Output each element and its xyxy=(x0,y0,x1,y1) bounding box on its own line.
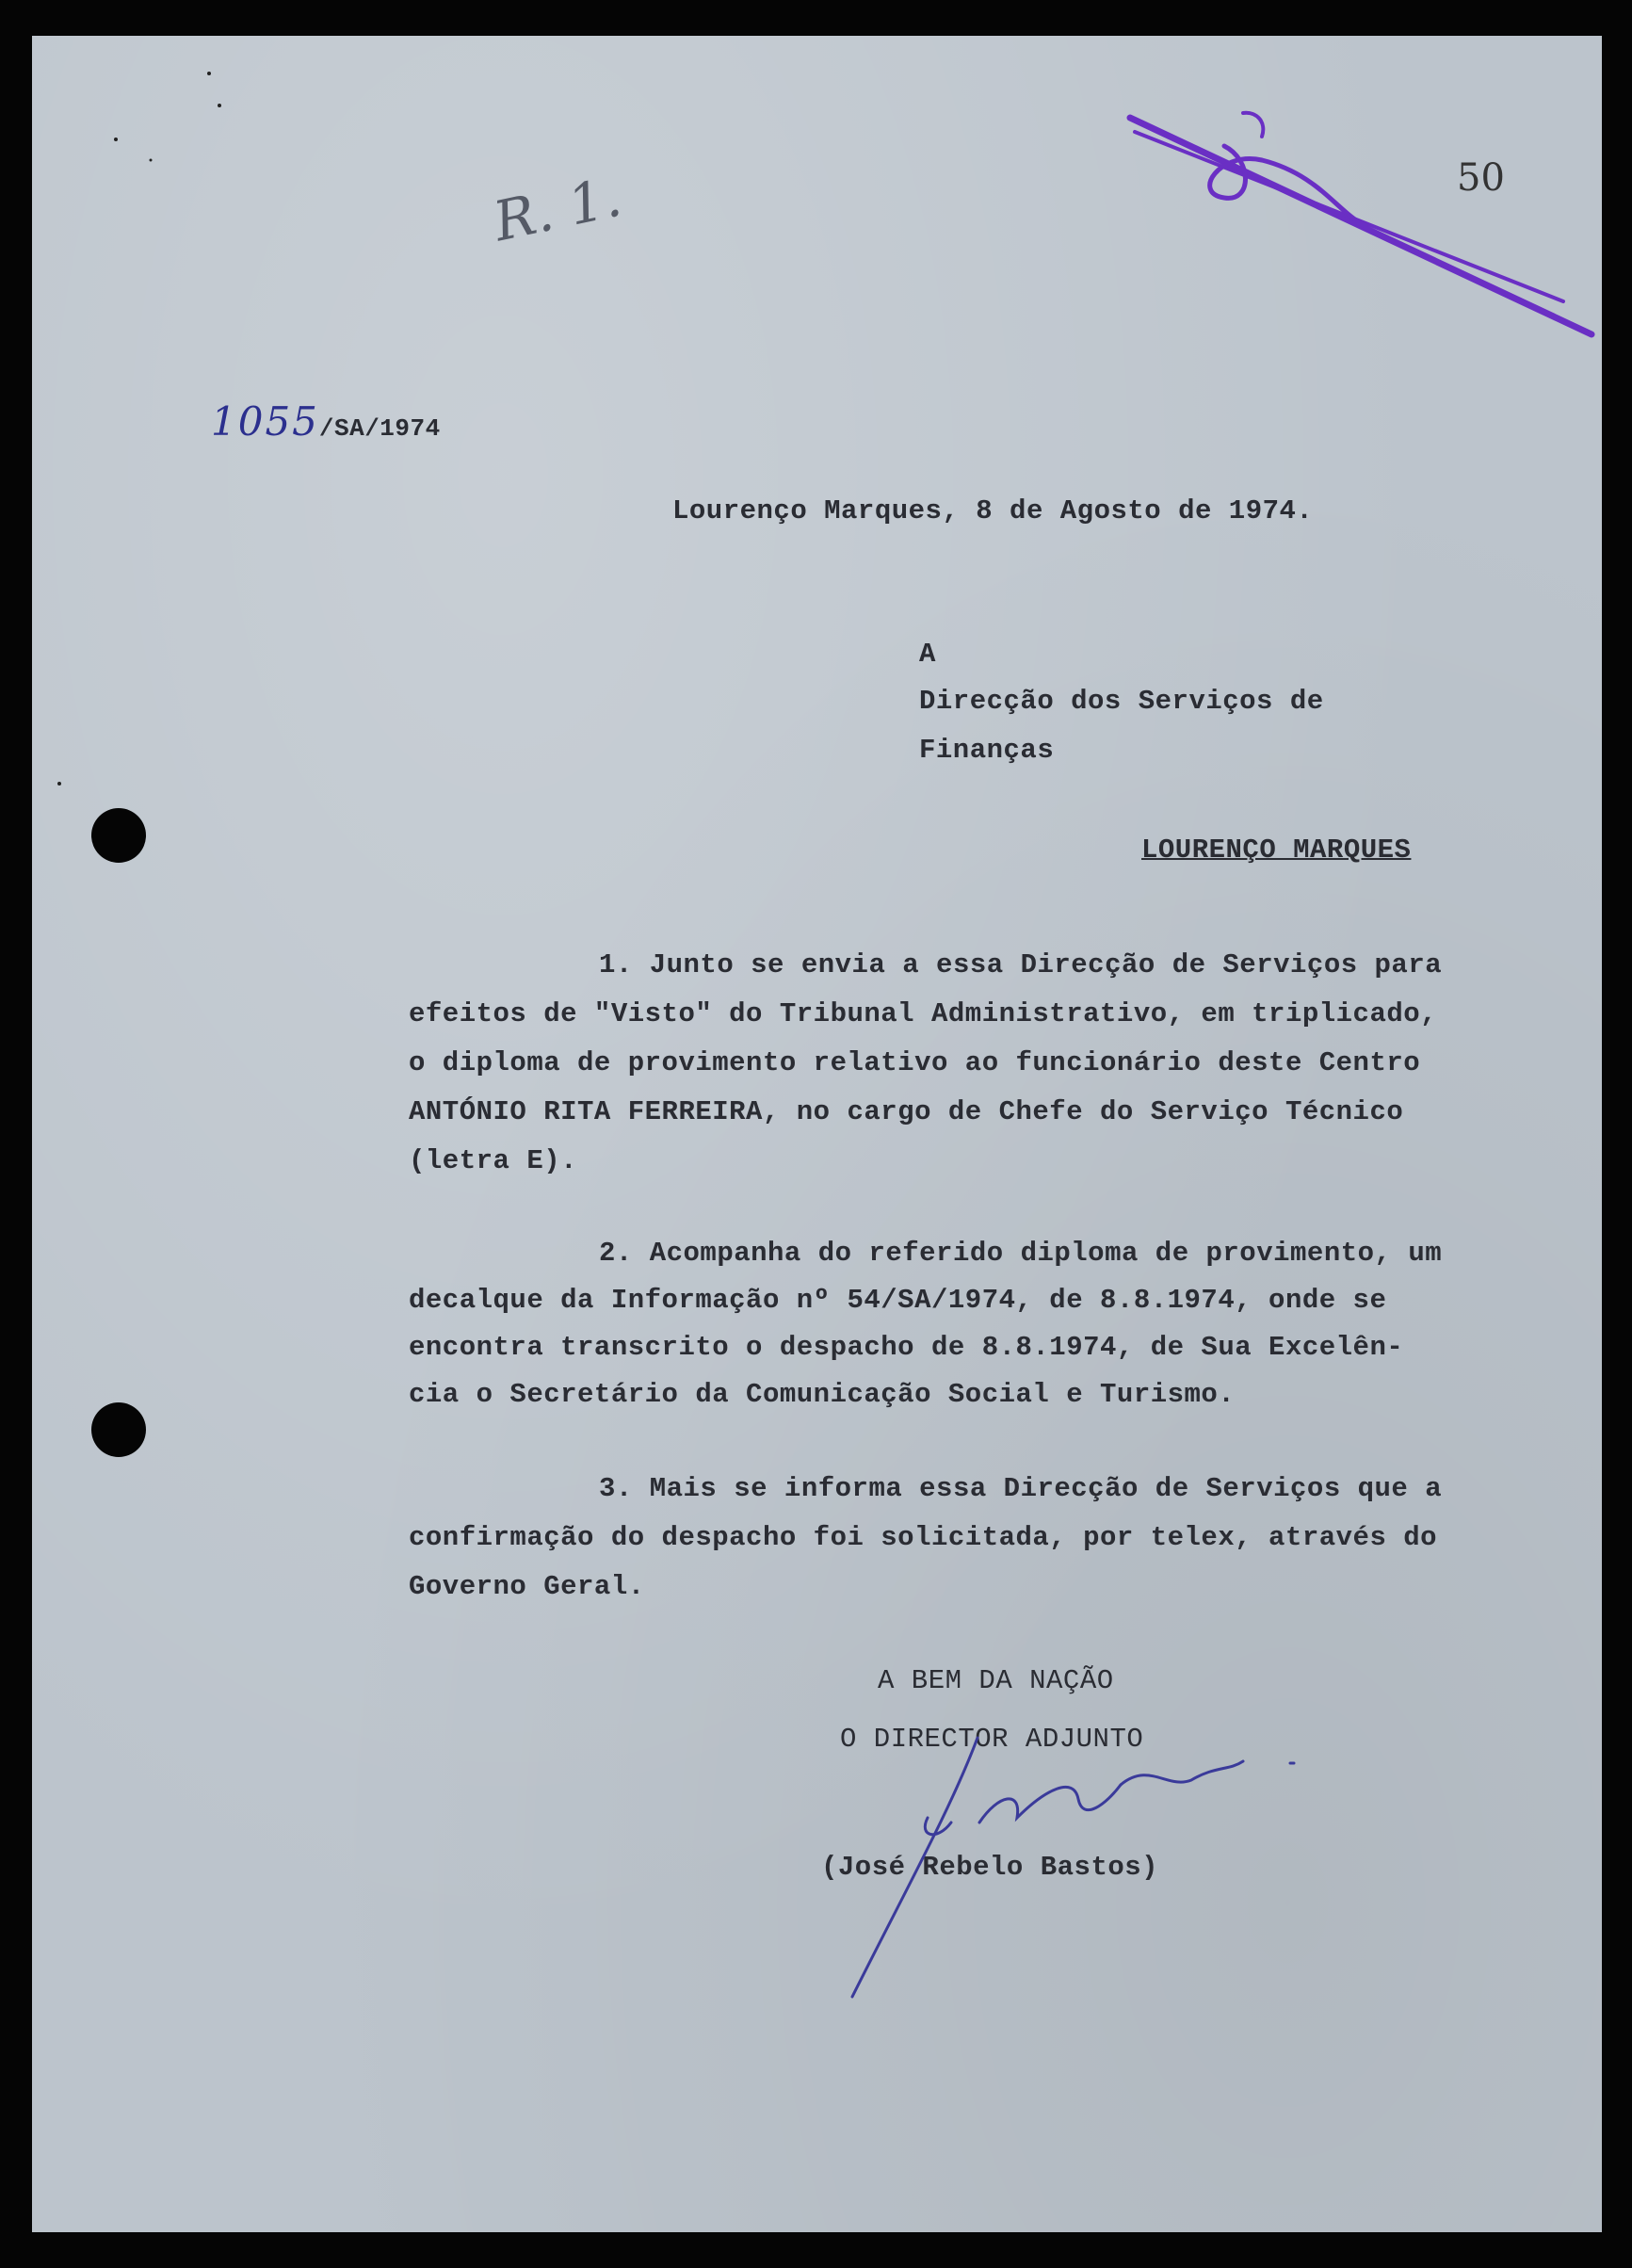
reference-number xyxy=(211,398,441,445)
closing-salutation: A BEM DA NAÇÃO xyxy=(878,1665,1114,1696)
reference-handwritten-number: 1055 xyxy=(211,398,319,445)
paragraph-2-line-3: encontra transcrito o despacho de 8.8.1974, de Sua Excelên- xyxy=(409,1332,1404,1363)
paragraph-1-line-4: ANTÓNIO RITA FERREIRA, no cargo de Chefe do Serviço Técnico xyxy=(409,1096,1404,1127)
place-date: Lourenço Marques, 8 de Agosto de 1974. xyxy=(672,495,1314,526)
addressee-city: LOURENÇO MARQUES xyxy=(1141,834,1412,866)
addressee-line-2: Direcção dos Serviços de xyxy=(919,686,1324,717)
closing-name: (José Rebelo Bastos) xyxy=(821,1852,1159,1883)
paragraph-1-line-2: efeitos de "Visto" do Tribunal Administrativo, em triplicado, xyxy=(409,998,1438,1029)
reference-suffix: /SA/1974 xyxy=(318,414,441,443)
paragraph-3-line-1: 3. Mais se informa essa Direcção de Serviços que a xyxy=(599,1473,1443,1504)
closing-title: O DIRECTOR ADJUNTO xyxy=(840,1724,1144,1755)
paragraph-1-line-3: o diploma de provimento relativo ao funcionário deste Centro xyxy=(409,1047,1421,1078)
paragraph-1-line-1: 1. Junto se envia a essa Direcção de Serviços para xyxy=(599,949,1443,980)
paragraph-2-line-1: 2. Acompanha do referido diploma de provimento, um xyxy=(599,1238,1443,1269)
punch-hole-bottom xyxy=(91,1402,146,1457)
paragraph-2-line-2: decalque da Informação nº 54/SA/1974, de 8.8.1974, onde se xyxy=(409,1285,1387,1316)
paragraph-1-line-5: (letra E). xyxy=(409,1145,578,1176)
page-number: 50 xyxy=(1457,156,1505,200)
margin-note: R. 1. xyxy=(488,164,627,254)
paragraph-3-line-3: Governo Geral. xyxy=(409,1571,645,1602)
document-page xyxy=(32,36,1602,2232)
punch-hole-top xyxy=(91,808,146,863)
addressee-line-1: A xyxy=(919,639,936,670)
addressee-line-3: Finanças xyxy=(919,735,1055,766)
paragraph-3-line-2: confirmação do despacho foi solicitada, por telex, através do xyxy=(409,1522,1438,1553)
paragraph-2-line-4: cia o Secretário da Comunicação Social e Turismo. xyxy=(409,1379,1236,1410)
